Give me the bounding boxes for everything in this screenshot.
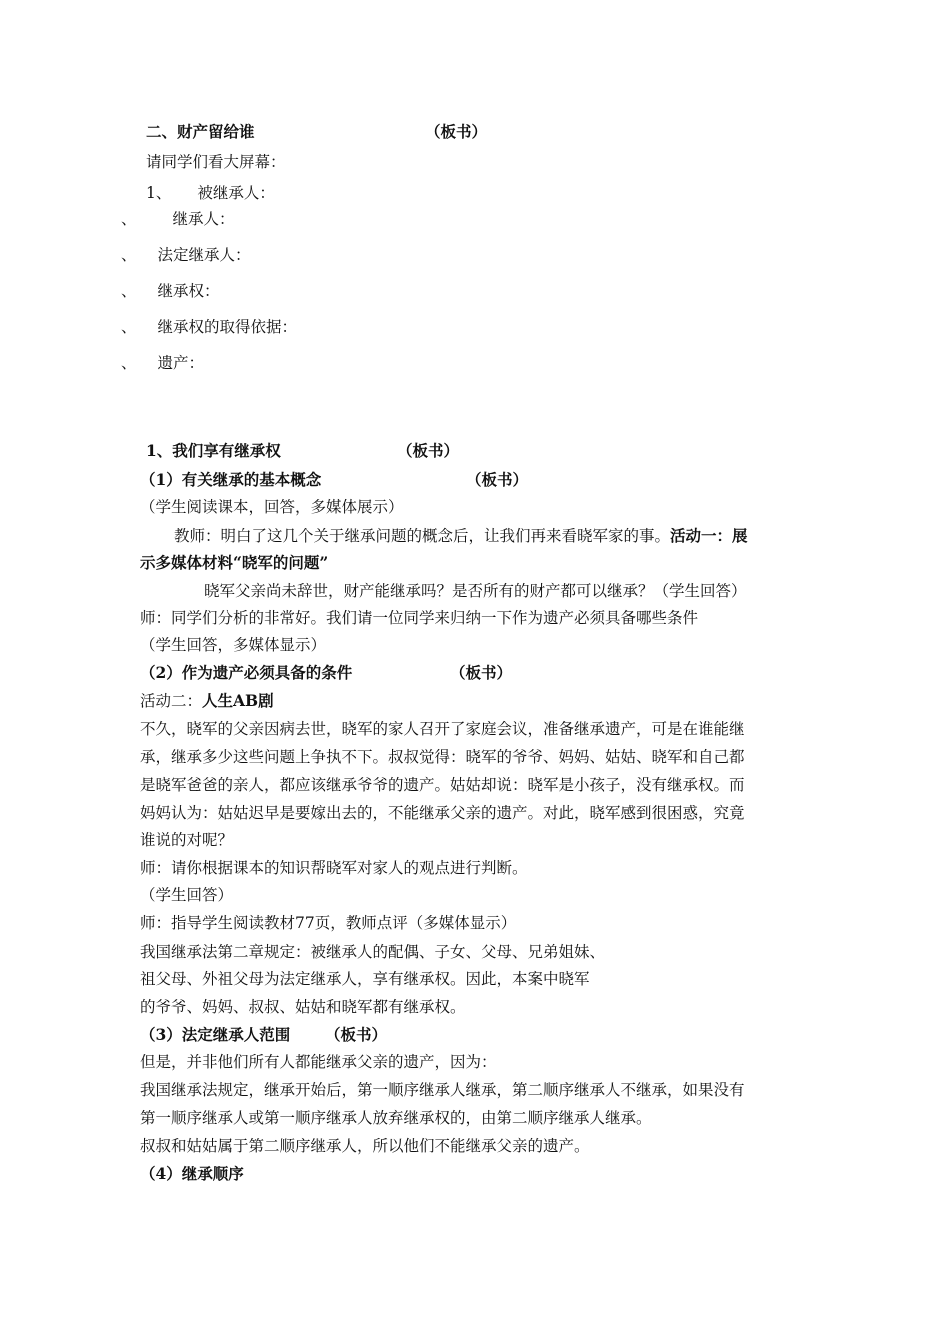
paragraph-line: 师：请你根据课本的知识帮晓军对家人的观点进行判断。	[140, 859, 528, 877]
item-number: 1、	[146, 184, 172, 202]
law-line: 我国继承法第二章规定：被继承人的配偶、子女、父母、兄弟姐妹、	[140, 943, 606, 961]
activity-line: 活动二：人生AB剧	[140, 691, 274, 710]
law-line: 第一顺序继承人或第一顺序继承人放弃继承权的，由第二顺序继承人继承。	[140, 1109, 652, 1127]
subheading: （3）法定继承人范围	[140, 1025, 291, 1044]
section-heading: 二、财产留给谁	[146, 122, 255, 141]
item-text: 被继承人：	[197, 184, 275, 202]
list-item	[146, 182, 275, 204]
note: （学生回答）	[140, 886, 234, 904]
paragraph-line: 教师：明白了这几个关于继承问题的概念后，让我们再来看晓军家的事。活动一：展	[174, 526, 748, 545]
note: （学生阅读课本，回答，多媒体展示）	[140, 498, 404, 516]
list-item: 、 继承权的取得依据：	[121, 318, 298, 336]
activity-title: 示多媒体材料“晓军的问题”	[140, 553, 329, 572]
paragraph-line: 师：同学们分析的非常好。我们请一位同学来归纳一下作为遗产必须具备哪些条件	[140, 609, 699, 627]
board-tag: （板书）	[397, 441, 460, 460]
story-line: 妈妈认为：姑姑迟早是要嫁出去的，不能继承父亲的遗产。对此，晓军感到很困惑，究竟	[140, 804, 745, 822]
law-line: 祖父母、外祖父母为法定继承人，享有继承权。因此，本案中晓军	[140, 970, 590, 988]
paragraph-line: 但是，并非他们所有人都能继承父亲的遗产，因为：	[140, 1053, 497, 1071]
list-item: 、 遗产：	[121, 354, 205, 372]
subheading: （4）继承顺序	[140, 1164, 244, 1183]
law-line: 的爷爷、妈妈、叔叔、姑姑和晓军都有继承权。	[140, 998, 466, 1016]
list-item: 、 继承人：	[121, 210, 235, 228]
board-tag: （板书）	[325, 1025, 388, 1044]
board-tag: （板书）	[466, 470, 529, 489]
list-item: 、 法定继承人：	[121, 246, 251, 264]
board-tag: （板书）	[450, 663, 513, 682]
law-line: 我国继承法规定，继承开始后，第一顺序继承人继承，第二顺序继承人不继承，如果没有	[140, 1081, 745, 1099]
subheading: （1）有关继承的基本概念	[140, 470, 322, 489]
board-tag: （板书）	[425, 122, 488, 141]
story-line: 是晓军爸爸的亲人，都应该继承爷爷的遗产。姑姑却说：晓军是小孩子，没有继承权。而	[140, 776, 745, 794]
story-line: 谁说的对呢？	[140, 831, 234, 849]
subheading: （2）作为遗产必须具备的条件	[140, 663, 353, 682]
paragraph-line: 晓军父亲尚未辞世，财产能继承吗？是否所有的财产都可以继承？（学生回答）	[204, 582, 747, 600]
list-item: 、 继承权：	[121, 282, 220, 300]
intro-line: 请同学们看大屏幕：	[146, 153, 286, 171]
paragraph-line: 师：指导学生阅读教材77页，教师点评（多媒体显示）	[140, 914, 517, 932]
note: （学生回答，多媒体显示）	[140, 636, 327, 654]
paragraph-line: 叔叔和姑姑属于第二顺序继承人，所以他们不能继承父亲的遗产。	[140, 1137, 590, 1155]
story-line: 不久，晓军的父亲因病去世，晓军的家人召开了家庭会议，准备继承遗产，可是在谁能继	[140, 720, 745, 738]
story-line: 承，继承多少这些问题上争执不下。叔叔觉得：晓军的爷爷、妈妈、姑姑、晓军和自己都	[140, 748, 745, 766]
part-heading: 1、我们享有继承权	[146, 441, 281, 460]
